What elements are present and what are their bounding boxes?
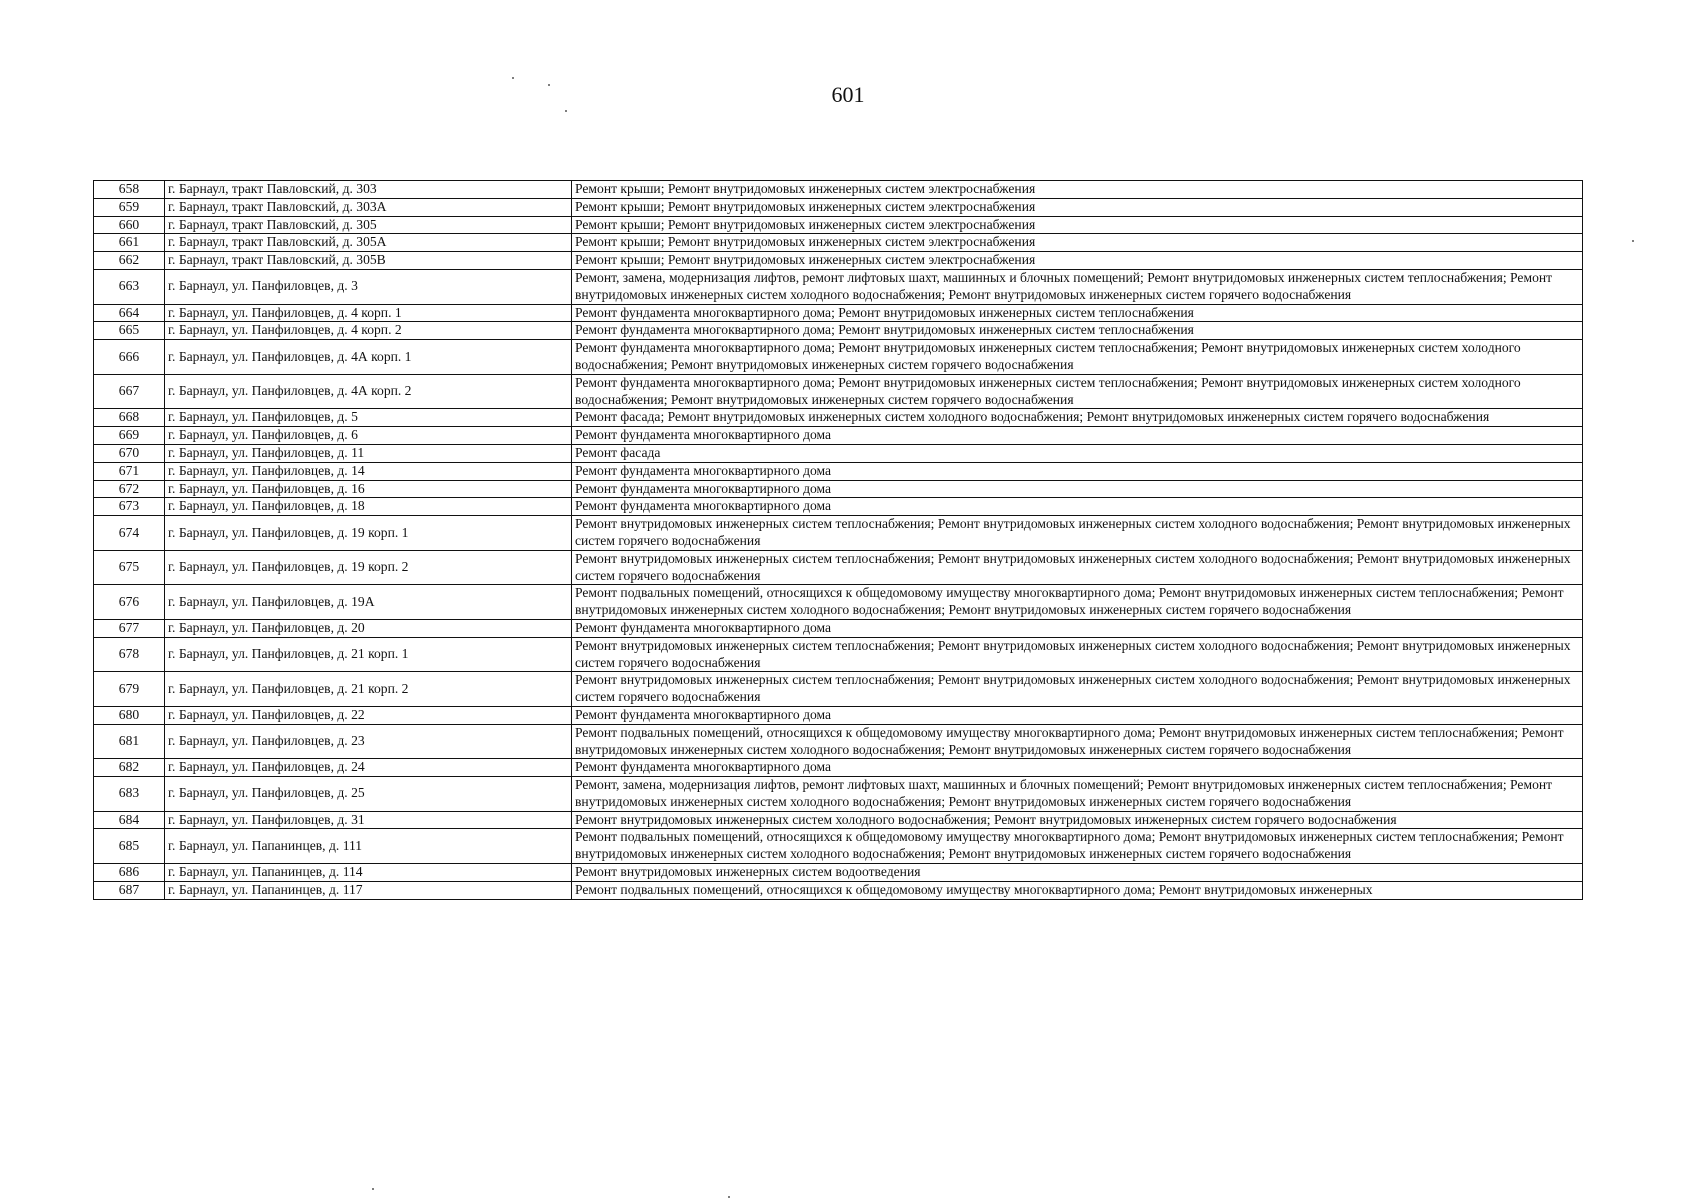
table-row bbox=[94, 516, 1583, 551]
table-row bbox=[94, 480, 1583, 498]
row-number-cell: 665 bbox=[94, 322, 165, 340]
repair-works-cell: Ремонт внутридомовых инженерных систем теплоснабжения; Ремонт внутридомовых инженерных систем холодного водоснабжения; Ремонт внутридомовых инженерных систем горячего водоснабжения bbox=[572, 516, 1583, 551]
table-row bbox=[94, 585, 1583, 620]
address-cell: г. Барнаул, ул. Панфиловцев, д. 5 bbox=[165, 409, 572, 427]
repair-works-cell: Ремонт внутридомовых инженерных систем теплоснабжения; Ремонт внутридомовых инженерных систем холодного водоснабжения; Ремонт внутридомовых инженерных систем горячего водоснабжения bbox=[572, 637, 1583, 672]
repair-works-cell: Ремонт подвальных помещений, относящихся к общедомовому имуществу многоквартирного дома; Ремонт внутридомовых инженерных систем теплоснабжения; Ремонт внутридомовых инженерных систем холодного водоснабжения; Ремонт внутридомовых инженерных систем горячего водоснабжения bbox=[572, 585, 1583, 620]
row-number-cell: 673 bbox=[94, 498, 165, 516]
row-number-cell: 672 bbox=[94, 480, 165, 498]
row-number-cell: 666 bbox=[94, 340, 165, 375]
table-row bbox=[94, 216, 1583, 234]
table-row bbox=[94, 759, 1583, 777]
repair-works-cell: Ремонт фасада; Ремонт внутридомовых инженерных систем холодного водоснабжения; Ремонт внутридомовых инженерных систем горячего водоснабжения bbox=[572, 409, 1583, 427]
repair-works-cell: Ремонт фундамента многоквартирного дома bbox=[572, 706, 1583, 724]
address-cell: г. Барнаул, ул. Папанинцев, д. 114 bbox=[165, 864, 572, 882]
table-row bbox=[94, 498, 1583, 516]
address-cell: г. Барнаул, ул. Панфиловцев, д. 20 bbox=[165, 619, 572, 637]
row-number-cell: 661 bbox=[94, 234, 165, 252]
repair-works-cell: Ремонт подвальных помещений, относящихся к общедомовому имуществу многоквартирного дома; Ремонт внутридомовых инженерных систем теплоснабжения; Ремонт внутридомовых инженерных систем холодного водоснабжения; Ремонт внутридомовых инженерных систем горячего водоснабжения bbox=[572, 829, 1583, 864]
table-row bbox=[94, 322, 1583, 340]
address-cell: г. Барнаул, ул. Панфиловцев, д. 23 bbox=[165, 724, 572, 759]
row-number-cell: 677 bbox=[94, 619, 165, 637]
housing-repair-table bbox=[93, 180, 1583, 900]
address-cell: г. Барнаул, тракт Павловский, д. 305А bbox=[165, 234, 572, 252]
table-row bbox=[94, 864, 1583, 882]
table-row bbox=[94, 427, 1583, 445]
repair-works-cell: Ремонт подвальных помещений, относящихся к общедомовому имуществу многоквартирного дома; Ремонт внутридомовых инженерных систем теплоснабжения; Ремонт внутридомовых инженерных систем холодного водоснабжения; Ремонт внутридомовых инженерных систем горячего водоснабжения bbox=[572, 724, 1583, 759]
address-cell: г. Барнаул, ул. Панфиловцев, д. 19 корп. 1 bbox=[165, 516, 572, 551]
address-cell: г. Барнаул, ул. Панфиловцев, д. 4А корп. 1 bbox=[165, 340, 572, 375]
address-cell: г. Барнаул, ул. Панфиловцев, д. 24 bbox=[165, 759, 572, 777]
address-cell: г. Барнаул, ул. Панфиловцев, д. 4 корп. 2 bbox=[165, 322, 572, 340]
scan-speck bbox=[548, 84, 550, 86]
repair-works-cell: Ремонт фундамента многоквартирного дома; Ремонт внутридомовых инженерных систем теплоснабжения; Ремонт внутридомовых инженерных систем холодного водоснабжения; Ремонт внутридомовых инженерных систем горячего водоснабжения bbox=[572, 374, 1583, 409]
repair-works-cell: Ремонт внутридомовых инженерных систем теплоснабжения; Ремонт внутридомовых инженерных систем холодного водоснабжения; Ремонт внутридомовых инженерных систем горячего водоснабжения bbox=[572, 672, 1583, 707]
address-cell: г. Барнаул, ул. Панфиловцев, д. 21 корп. 2 bbox=[165, 672, 572, 707]
table-row bbox=[94, 252, 1583, 270]
address-cell: г. Барнаул, ул. Панфиловцев, д. 25 bbox=[165, 777, 572, 812]
address-cell: г. Барнаул, ул. Панфиловцев, д. 21 корп. 1 bbox=[165, 637, 572, 672]
row-number-cell: 675 bbox=[94, 550, 165, 585]
row-number-cell: 676 bbox=[94, 585, 165, 620]
repair-works-cell: Ремонт крыши; Ремонт внутридомовых инженерных систем электроснабжения bbox=[572, 216, 1583, 234]
row-number-cell: 668 bbox=[94, 409, 165, 427]
repair-works-cell: Ремонт подвальных помещений, относящихся к общедомовому имуществу многоквартирного дома; Ремонт внутридомовых инженерных bbox=[572, 881, 1583, 899]
table-row bbox=[94, 269, 1583, 304]
table-row bbox=[94, 672, 1583, 707]
repair-works-cell: Ремонт, замена, модернизация лифтов, ремонт лифтовых шахт, машинных и блочных помещений; Ремонт внутридомовых инженерных систем теплоснабжения; Ремонт внутридомовых инженерных систем холодного водоснабжения; Ремонт внутридомовых инженерных систем горячего водоснабжения bbox=[572, 777, 1583, 812]
page-number: 601 bbox=[831, 82, 865, 107]
table-row bbox=[94, 724, 1583, 759]
table-row bbox=[94, 637, 1583, 672]
scan-speck bbox=[1632, 240, 1634, 242]
address-cell: г. Барнаул, ул. Папанинцев, д. 111 bbox=[165, 829, 572, 864]
row-number-cell: 686 bbox=[94, 864, 165, 882]
row-number-cell: 679 bbox=[94, 672, 165, 707]
row-number-cell: 667 bbox=[94, 374, 165, 409]
row-number-cell: 664 bbox=[94, 304, 165, 322]
row-number-cell: 674 bbox=[94, 516, 165, 551]
scan-speck bbox=[728, 1196, 730, 1198]
address-cell: г. Барнаул, тракт Павловский, д. 305 bbox=[165, 216, 572, 234]
address-cell: г. Барнаул, ул. Панфиловцев, д. 16 bbox=[165, 480, 572, 498]
repair-works-cell: Ремонт фундамента многоквартирного дома bbox=[572, 480, 1583, 498]
address-cell: г. Барнаул, тракт Павловский, д. 303 bbox=[165, 181, 572, 199]
row-number-cell: 682 bbox=[94, 759, 165, 777]
repair-works-cell: Ремонт фундамента многоквартирного дома bbox=[572, 498, 1583, 516]
row-number-cell: 684 bbox=[94, 811, 165, 829]
address-cell: г. Барнаул, ул. Панфиловцев, д. 3 bbox=[165, 269, 572, 304]
scan-speck bbox=[565, 110, 567, 112]
repair-works-cell: Ремонт крыши; Ремонт внутридомовых инженерных систем электроснабжения bbox=[572, 181, 1583, 199]
address-cell: г. Барнаул, тракт Павловский, д. 305В bbox=[165, 252, 572, 270]
address-cell: г. Барнаул, ул. Панфиловцев, д. 6 bbox=[165, 427, 572, 445]
repair-works-cell: Ремонт крыши; Ремонт внутридомовых инженерных систем электроснабжения bbox=[572, 234, 1583, 252]
table-row bbox=[94, 444, 1583, 462]
table-row bbox=[94, 550, 1583, 585]
address-cell: г. Барнаул, ул. Панфиловцев, д. 31 bbox=[165, 811, 572, 829]
scan-speck bbox=[372, 1188, 374, 1190]
row-number-cell: 669 bbox=[94, 427, 165, 445]
repair-works-cell: Ремонт, замена, модернизация лифтов, ремонт лифтовых шахт, машинных и блочных помещений; Ремонт внутридомовых инженерных систем теплоснабжения; Ремонт внутридомовых инженерных систем холодного водоснабжения; Ремонт внутридомовых инженерных систем горячего водоснабжения bbox=[572, 269, 1583, 304]
address-cell: г. Барнаул, ул. Панфиловцев, д. 19 корп. 2 bbox=[165, 550, 572, 585]
address-cell: г. Барнаул, ул. Панфиловцев, д. 4А корп. 2 bbox=[165, 374, 572, 409]
row-number-cell: 683 bbox=[94, 777, 165, 812]
table-row bbox=[94, 462, 1583, 480]
table-row bbox=[94, 304, 1583, 322]
table-row bbox=[94, 619, 1583, 637]
repair-works-cell: Ремонт фундамента многоквартирного дома bbox=[572, 619, 1583, 637]
table-row bbox=[94, 340, 1583, 375]
table-row bbox=[94, 777, 1583, 812]
address-cell: г. Барнаул, ул. Панфиловцев, д. 14 bbox=[165, 462, 572, 480]
repair-works-cell: Ремонт фундамента многоквартирного дома; Ремонт внутридомовых инженерных систем теплоснабжения; Ремонт внутридомовых инженерных систем холодного водоснабжения; Ремонт внутридомовых инженерных систем горячего водоснабжения bbox=[572, 340, 1583, 375]
repair-works-cell: Ремонт фасада bbox=[572, 444, 1583, 462]
scan-speck bbox=[512, 77, 514, 79]
row-number-cell: 660 bbox=[94, 216, 165, 234]
repair-works-cell: Ремонт фундамента многоквартирного дома bbox=[572, 462, 1583, 480]
address-cell: г. Барнаул, ул. Панфиловцев, д. 11 bbox=[165, 444, 572, 462]
table-row bbox=[94, 811, 1583, 829]
table-row bbox=[94, 881, 1583, 899]
table-row bbox=[94, 198, 1583, 216]
table-row bbox=[94, 706, 1583, 724]
address-cell: г. Барнаул, ул. Панфиловцев, д. 19А bbox=[165, 585, 572, 620]
row-number-cell: 671 bbox=[94, 462, 165, 480]
table-row bbox=[94, 409, 1583, 427]
row-number-cell: 663 bbox=[94, 269, 165, 304]
address-cell: г. Барнаул, ул. Папанинцев, д. 117 bbox=[165, 881, 572, 899]
table-row bbox=[94, 829, 1583, 864]
row-number-cell: 685 bbox=[94, 829, 165, 864]
row-number-cell: 681 bbox=[94, 724, 165, 759]
repair-works-cell: Ремонт внутридомовых инженерных систем холодного водоснабжения; Ремонт внутридомовых инженерных систем горячего водоснабжения bbox=[572, 811, 1583, 829]
repair-works-cell: Ремонт внутридомовых инженерных систем водоотведения bbox=[572, 864, 1583, 882]
table-row bbox=[94, 181, 1583, 199]
row-number-cell: 670 bbox=[94, 444, 165, 462]
address-cell: г. Барнаул, ул. Панфиловцев, д. 4 корп. 1 bbox=[165, 304, 572, 322]
row-number-cell: 659 bbox=[94, 198, 165, 216]
row-number-cell: 662 bbox=[94, 252, 165, 270]
repair-works-cell: Ремонт крыши; Ремонт внутридомовых инженерных систем электроснабжения bbox=[572, 252, 1583, 270]
repair-works-cell: Ремонт крыши; Ремонт внутридомовых инженерных систем электроснабжения bbox=[572, 198, 1583, 216]
repair-works-cell: Ремонт фундамента многоквартирного дома; Ремонт внутридомовых инженерных систем теплоснабжения bbox=[572, 322, 1583, 340]
repair-works-cell: Ремонт внутридомовых инженерных систем теплоснабжения; Ремонт внутридомовых инженерных систем холодного водоснабжения; Ремонт внутридомовых инженерных систем горячего водоснабжения bbox=[572, 550, 1583, 585]
row-number-cell: 678 bbox=[94, 637, 165, 672]
address-cell: г. Барнаул, ул. Панфиловцев, д. 22 bbox=[165, 706, 572, 724]
table-row bbox=[94, 374, 1583, 409]
repair-works-cell: Ремонт фундамента многоквартирного дома bbox=[572, 427, 1583, 445]
row-number-cell: 687 bbox=[94, 881, 165, 899]
table-body bbox=[94, 181, 1583, 900]
address-cell: г. Барнаул, тракт Павловский, д. 303А bbox=[165, 198, 572, 216]
repair-works-cell: Ремонт фундамента многоквартирного дома bbox=[572, 759, 1583, 777]
repair-works-cell: Ремонт фундамента многоквартирного дома; Ремонт внутридомовых инженерных систем теплоснабжения bbox=[572, 304, 1583, 322]
table-row bbox=[94, 234, 1583, 252]
row-number-cell: 680 bbox=[94, 706, 165, 724]
address-cell: г. Барнаул, ул. Панфиловцев, д. 18 bbox=[165, 498, 572, 516]
row-number-cell: 658 bbox=[94, 181, 165, 199]
